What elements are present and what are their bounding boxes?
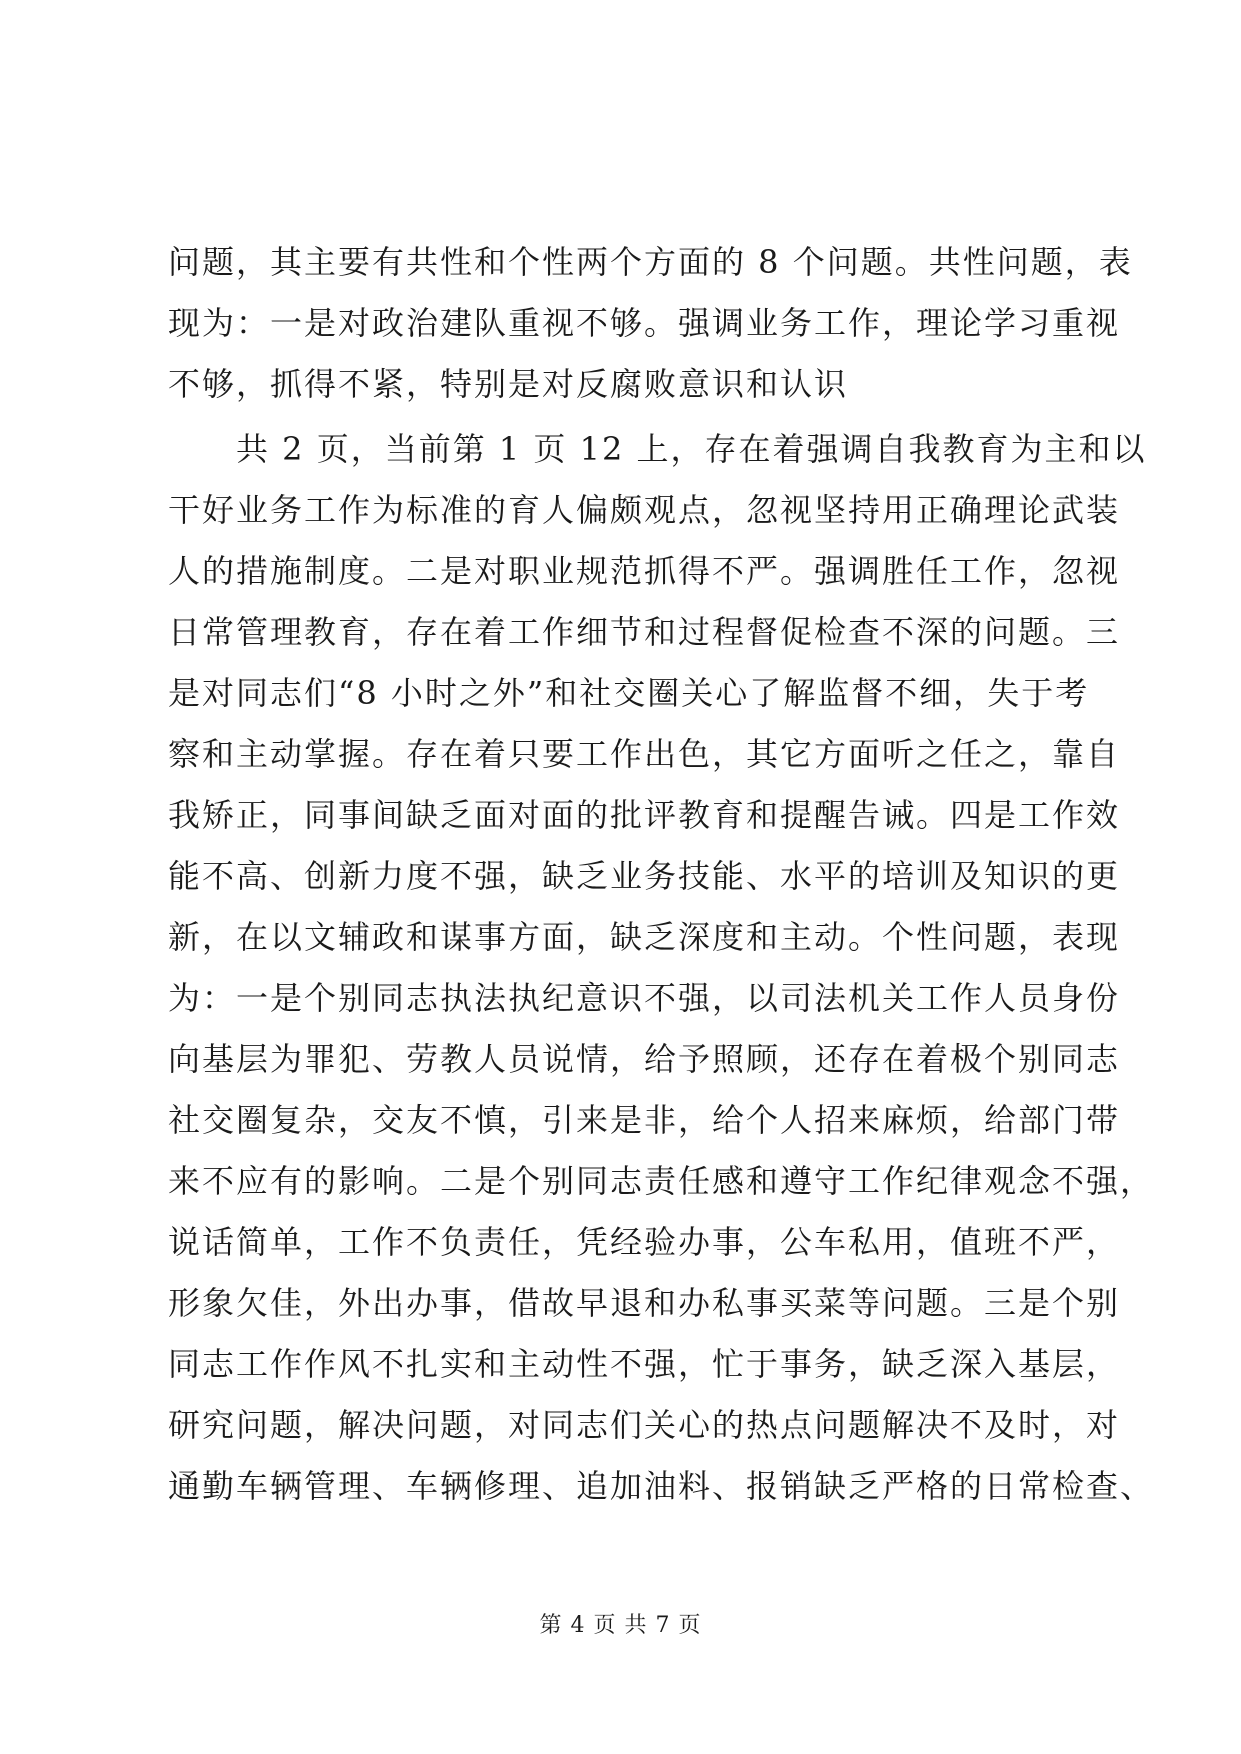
text-line: 通勤车辆管理、车辆修理、追加油料、报销缺乏严格的日常检查、 — [168, 1467, 1155, 1505]
text-line: 说话简单，工作不负责任，凭经验办事，公车私用，值班不严， — [168, 1223, 1121, 1261]
text-line: 共 2 页，当前第 1 页 12 上，存在着强调自我教育为主和以 — [168, 430, 1147, 468]
text-line: 来不应有的影响。二是个别同志责任感和遵守工作纪律观念不强， — [168, 1162, 1155, 1200]
text-line: 为：一是个别同志执法执纪意识不强，以司法机关工作人员身份 — [168, 979, 1121, 1017]
text-line: 现为：一是对政治建队重视不够。强调业务工作，理论学习重视 — [168, 304, 1121, 342]
text-line: 不够，抓得不紧，特别是对反腐败意识和认识 — [168, 365, 849, 403]
text-line: 问题，其主要有共性和个性两个方面的 8 个问题。共性问题，表 — [168, 243, 1133, 281]
text-line: 是对同志们“8 小时之外”和社交圈关心了解监督不细，失于考 — [168, 674, 1090, 712]
paragraph-1 — [168, 232, 1133, 415]
text-line: 形象欠佳，外出办事，借故早退和办私事买菜等问题。三是个别 — [168, 1284, 1121, 1322]
text-line: 日常管理教育，存在着工作细节和过程督促检查不深的问题。三 — [168, 613, 1121, 651]
paragraph-2 — [168, 419, 1155, 1517]
text-line: 人的措施制度。二是对职业规范抓得不严。强调胜任工作，忽视 — [168, 552, 1121, 590]
text-line: 同志工作作风不扎实和主动性不强，忙于事务，缺乏深入基层， — [168, 1345, 1121, 1383]
text-line: 向基层为罪犯、劳教人员说情，给予照顾，还存在着极个别同志 — [168, 1040, 1121, 1078]
text-line: 干好业务工作为标准的育人偏颇观点，忽视坚持用正确理论武装 — [168, 491, 1121, 529]
text-line: 社交圈复杂，交友不慎，引来是非，给个人招来麻烦，给部门带 — [168, 1101, 1121, 1139]
document-body — [168, 232, 1155, 1517]
text-line: 察和主动掌握。存在着只要工作出色，其它方面听之任之，靠自 — [168, 735, 1121, 773]
text-line: 研究问题，解决问题，对同志们关心的热点问题解决不及时，对 — [168, 1406, 1121, 1444]
page-footer: 第 4 页 共 7 页 — [539, 1613, 702, 1638]
text-line: 我矫正，同事间缺乏面对面的批评教育和提醒告诫。四是工作效 — [168, 796, 1121, 834]
text-line: 能不高、创新力度不强，缺乏业务技能、水平的培训及知识的更 — [168, 857, 1121, 895]
text-line: 新，在以文辅政和谋事方面，缺乏深度和主动。个性问题，表现 — [168, 918, 1121, 956]
